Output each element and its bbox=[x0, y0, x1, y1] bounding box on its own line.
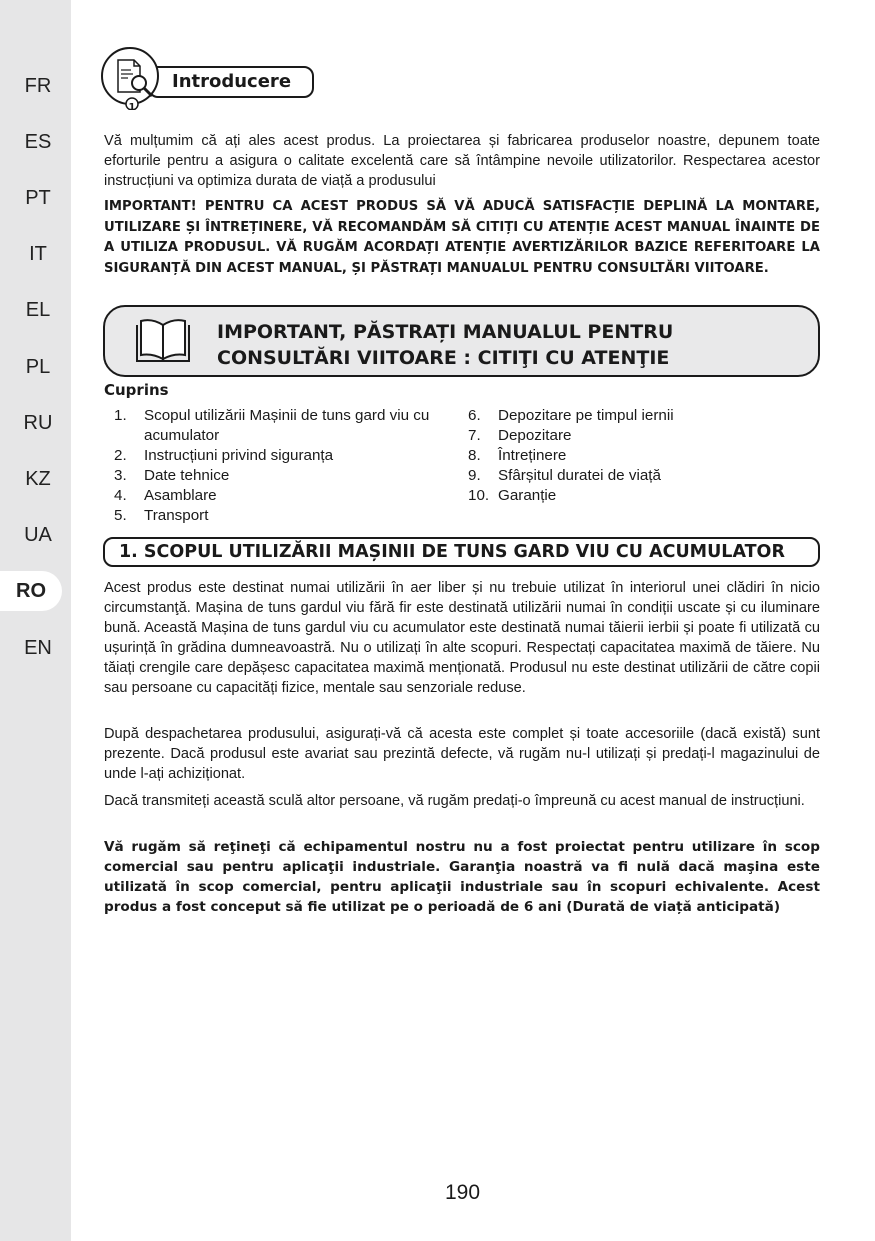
intro-title-text: Introducere bbox=[172, 71, 292, 92]
toc-list-right bbox=[468, 406, 808, 506]
lang-tab-it[interactable]: IT bbox=[29, 243, 47, 265]
lang-tab-ua[interactable]: UA bbox=[24, 524, 52, 546]
chapter-1-heading: 1. SCOPUL UTILIZĂRII MAȘINII DE TUNS GARD VIU CU ACUMULATOR bbox=[103, 537, 820, 567]
lang-tab-en[interactable]: EN bbox=[24, 637, 52, 659]
toc-item: 6. Depozitare pe timpul iernii bbox=[468, 407, 674, 424]
intro-section-title bbox=[148, 66, 314, 98]
toc-item: 4. Asamblare bbox=[114, 487, 217, 504]
chapter-1-paragraph-4: Vă rugăm să reţineţi că echipamentul nostru nu a fost proiectat pentru utilizare în scop comercial sau pentru aplicaţii industriale. Garanţia noastră va fi nulă dacă maşina este utilizată în scop comercial, pentru aplicaţii industriale sau în scopuri echivalente. Acest produs a fost conceput să fie utilizat pe o perioadă de 6 ani (Durată de viață anticipată) bbox=[104, 839, 820, 915]
lang-tab-es[interactable]: ES bbox=[24, 131, 52, 153]
page-number: 190 bbox=[444, 1181, 481, 1204]
toc-item: 9. Sfârșitul duratei de viață bbox=[468, 467, 661, 484]
document-search-icon bbox=[100, 46, 164, 110]
lang-tab-pt[interactable]: PT bbox=[25, 187, 51, 209]
toc-item: 7. Depozitare bbox=[468, 427, 572, 444]
toc-item: 3. Date tehnice bbox=[114, 467, 230, 484]
toc-list-left bbox=[114, 406, 454, 526]
lang-tab-kz[interactable]: KZ bbox=[25, 468, 51, 490]
open-book-icon bbox=[133, 315, 193, 367]
chapter-1-paragraph-3: Dacă transmiteți această sculă altor persoane, vă rugăm predați-o împreună cu acest manual de instrucțiuni. bbox=[104, 793, 805, 809]
toc-item: 8. Întreținere bbox=[468, 447, 567, 464]
intro-icon-number: 1 bbox=[128, 102, 136, 113]
lang-tab-fr[interactable]: FR bbox=[24, 75, 52, 97]
intro-paragraph: Vă mulțumim că ați ales acest produs. La proiectarea și fabricarea produselor noastre, depunem toate eforturile pentru a asigura o calitate excelentă care să întâmpine nevoile utilizatorilor. Respectarea acestor instrucțiuni va optimiza durata de viață a produsului bbox=[104, 133, 820, 189]
important-box-title: IMPORTANT, PĂSTRAȚI MANUALUL PENTRU CONSULTĂRI VIITOARE : CITIŢI CU ATENŢIE bbox=[217, 321, 674, 369]
lang-tab-el[interactable]: EL bbox=[25, 299, 51, 321]
lang-tab-ro-active[interactable]: RO bbox=[0, 571, 62, 611]
toc-heading: Cuprins bbox=[104, 381, 169, 399]
lang-tab-pl[interactable]: PL bbox=[25, 356, 51, 378]
lang-tab-ru[interactable]: RU bbox=[23, 412, 53, 434]
chapter-1-paragraph-2: După despachetarea produsului, asigurați-vă că acesta este complet și toate accesoriile (dacă există) sunt prezente. Dacă produsul este avariat sau prezintă defecte, vă rugăm nu-l utilizați și predați-l magazinului de unde l-ați achiziționat. bbox=[104, 726, 820, 782]
chapter-1-paragraph-1: Acest produs este destinat numai utilizării în aer liber și nu trebuie utilizat în interiorul unei clădiri în nicio circumstanţă. Mașina de tuns gardul viu fără fir este destinată utilizării numai în condiții uscate și cu iluminare bună. Această Mașina de tuns gardul viu cu acumulator este destinată numai tăierii ierbii și poate fi utilizată cu ușurință în grădina dumneavoastră. Nu o utilizați în alte scopuri. Respectați capacitatea maximă de tăiere. Nu tăiați crengile care depășesc capacitatea maximă menționată. Produsul nu este destinat utilizării de către copii sau persoane cu capacități fizice, mentale sau senzoriale reduse. bbox=[104, 580, 820, 696]
toc-item: 5. Transport bbox=[114, 507, 209, 524]
toc-item: 1. Scopul utilizării Mașinii de tuns gard viu cu acumulator bbox=[114, 407, 430, 444]
important-keep-manual-box bbox=[103, 305, 820, 377]
toc-item: 10. Garanție bbox=[468, 487, 557, 504]
toc-item: 2. Instrucțiuni privind siguranța bbox=[114, 447, 334, 464]
intro-important-notice: IMPORTANT! PENTRU CA ACEST PRODUS SĂ VĂ ADUCĂ SATISFACȚIE DEPLINĂ LA MONTARE, UTILIZARE ȘI ÎNTREȚINERE, VĂ RECOMANDĂM SĂ CITIȚI CU ATENȚIE ACEST MANUAL ÎNAINTE DE A UTILIZA PRODUSUL. VĂ RUGĂM ACORDAȚI ATENȚIE AVERTIZĂRILOR BAZICE REFERITOARE LA SIGURANȚĂ DIN ACEST MANUAL, ȘI PĂSTRAȚI MANUALUL PENTRU CONSULTĂRI VIITOARE. bbox=[104, 199, 820, 276]
